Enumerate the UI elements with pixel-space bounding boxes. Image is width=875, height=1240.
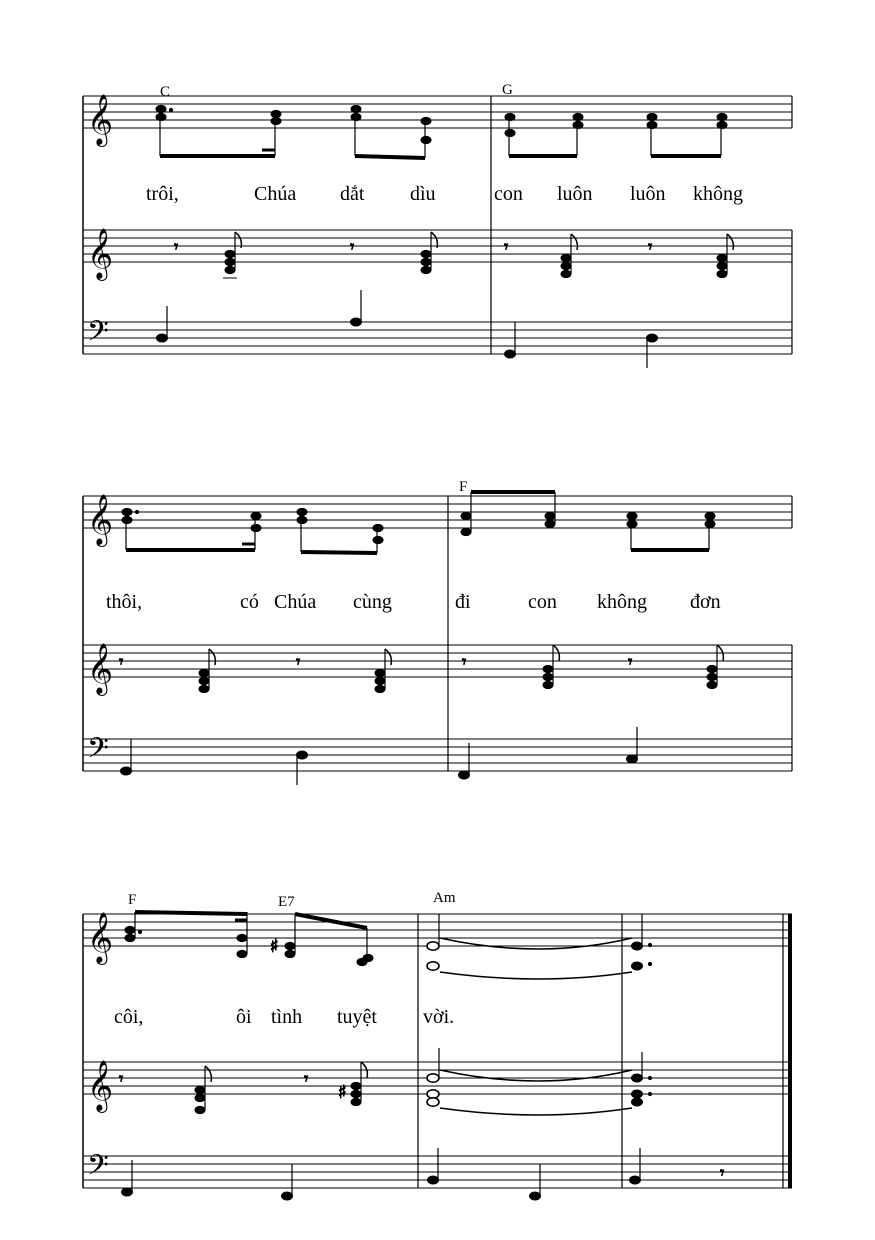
lyric-syllable: trôi, [146,183,179,205]
eighth-rest-icon: 𝄾 [628,652,633,671]
bass-clef-icon: 𝄢 [87,315,109,355]
eighth-rest-icon: 𝄾 [296,652,301,671]
treble-clef-icon: 𝄞 [87,494,114,545]
sharp-icon: ♯ [270,936,279,957]
lyric-syllable: dìu [410,183,436,205]
eighth-rest-icon: 𝄾 [648,237,653,256]
lyrics-line [106,591,721,613]
chord-symbol: F [459,479,468,495]
lyric-syllable: luôn [630,183,666,205]
lyric-syllable: vời. [423,1006,455,1028]
lyric-syllable: con [494,183,523,205]
treble-clef-icon: 𝄞 [87,94,114,145]
system-1 [83,82,792,368]
eighth-rest-icon: 𝄾 [462,652,467,671]
treble-clef-icon: 𝄞 [87,228,114,279]
melody-staff [83,96,792,128]
melody-staff [83,914,792,946]
eighth-rest-icon: 𝄾 [119,652,124,671]
accompaniment-treble-staff [83,645,792,677]
lyric-syllable: ôi [236,1006,252,1028]
lyric-syllable: không [693,183,743,205]
bass-clef-icon: 𝄢 [87,732,109,772]
melody-notes [122,492,715,553]
lyric-syllable: tuyệt [337,1006,377,1028]
lyric-syllable: luôn [557,183,593,205]
treble-clef-icon: 𝄞 [87,912,114,963]
eighth-rest-icon: 𝄾 [350,237,355,256]
lyric-syllable: Chúa [254,183,297,205]
lyric-syllable: cùng [353,591,392,613]
bass-staff [83,322,792,354]
lyric-syllable: Chúa [274,591,317,613]
lyric-syllable: có [240,591,259,613]
chord-symbol: C [160,84,171,100]
lyrics-line [114,1006,454,1028]
eighth-rest-icon: 𝄾 [304,1069,309,1088]
eighth-rest-icon: 𝄾 [119,1069,124,1088]
chord-symbol: G [502,82,513,98]
lyric-syllable: dắt [340,183,365,205]
eighth-rest-icon: 𝄾 [174,237,179,256]
melody-staff [83,496,792,528]
chord-symbol: Am [433,890,456,906]
sharp-icon: ♯ [338,1082,347,1103]
bass-staff [83,739,792,771]
lyrics-line [146,183,743,205]
lyric-syllable: con [528,591,557,613]
bass-clef-icon: 𝄢 [87,1149,109,1189]
treble-clef-icon: 𝄞 [87,1060,114,1111]
accompaniment-chords [174,232,733,278]
lyric-syllable: côi, [114,1006,144,1028]
melody-notes [156,105,727,158]
eighth-rest-icon: 𝄾 [720,1163,725,1182]
lyric-syllable: không [597,591,647,613]
chord-symbol: E7 [278,894,295,910]
lyric-syllable: đơn [690,591,721,613]
eighth-rest-icon: 𝄾 [504,237,509,256]
lyric-syllable: thôi, [106,591,143,613]
bass-notes [157,290,658,368]
accompaniment-chords [119,1048,652,1115]
system-3 [83,890,792,1200]
lyric-syllable: tình [271,1006,303,1028]
chord-symbol: F [128,892,137,908]
treble-clef-icon: 𝄞 [87,643,114,694]
bass-notes [121,727,638,785]
lyric-syllable: đi [455,591,471,613]
system-2 [83,479,792,785]
